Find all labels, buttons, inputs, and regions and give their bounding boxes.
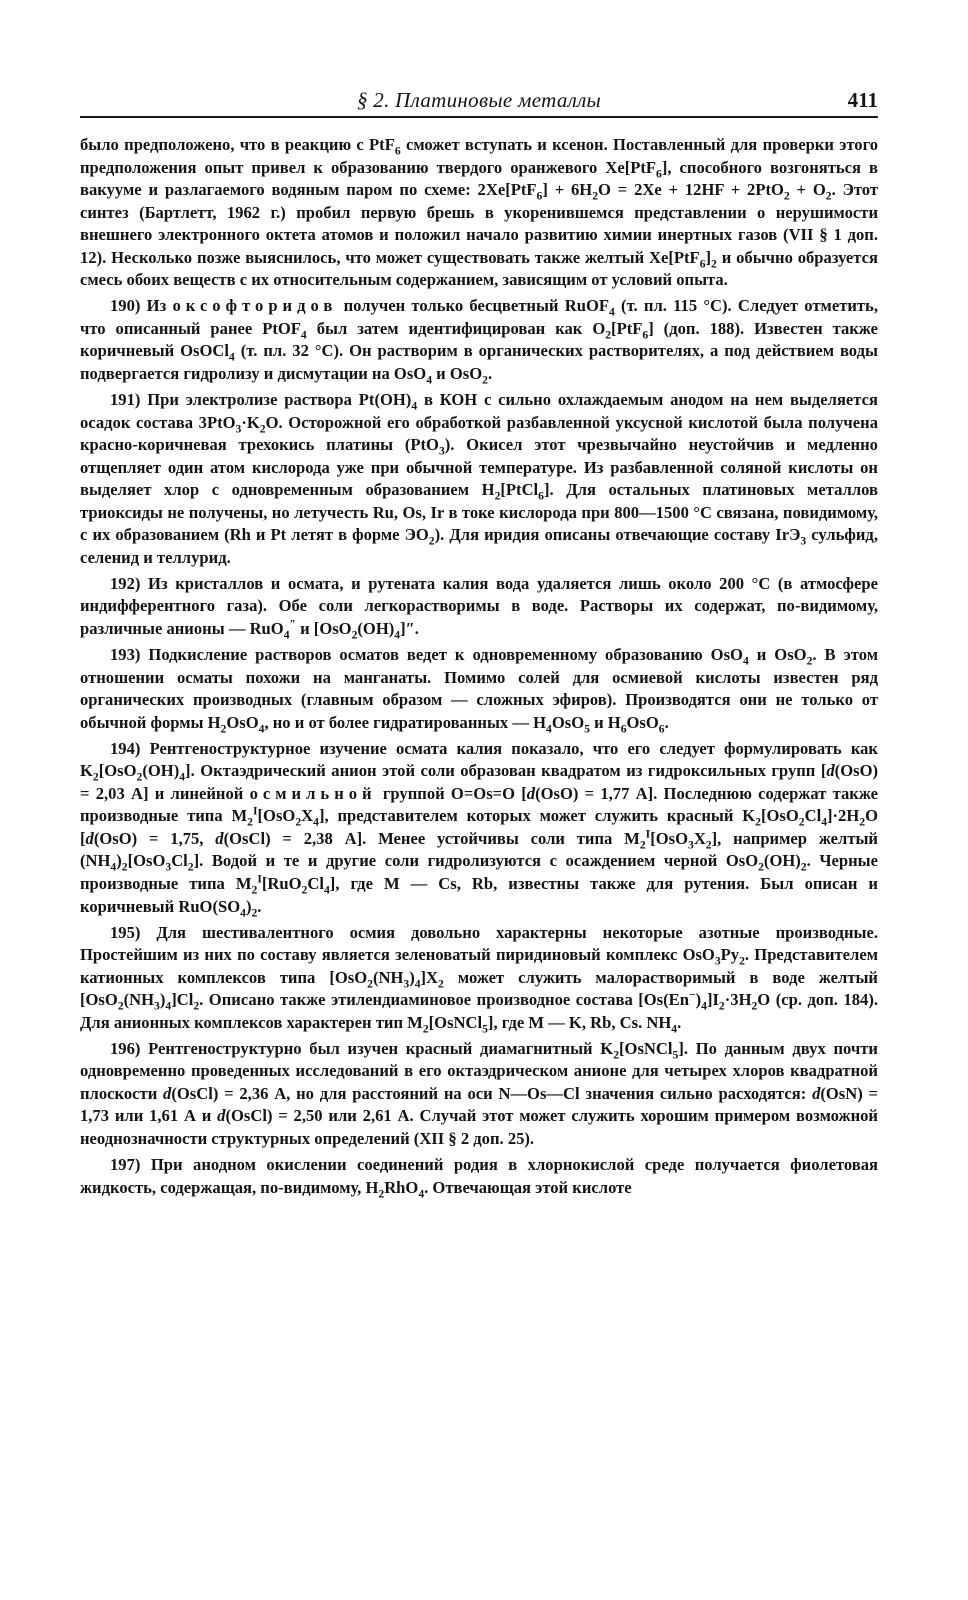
paragraph-194 [80, 738, 878, 918]
running-title: § 2. Платиновые металлы [356, 88, 602, 112]
paragraph-number: 191) [110, 390, 141, 410]
paragraph-text: При электролизе раствора $Pt(OH)_4$ в КОН с сильно охлаждаемым анодом на нем выделяется осадок состава $3PtO_3\cdot K_2O$. Осторожной его обработкой разбавленной уксусной кислотой была получена красно-коричневая трехокись платины (PtO$_3$). Окисел этот чрезвычайно неустойчив и медленно отщепляет один атом кислорода уже при обычной температуре. Из разбавленной соляной кислоты он выделяет хлор с одновременным образованием $H_2[PtCl_6]$. Для остальных платиновых металлов триоксиды не получены, но летучесть Ru, Os, Ir в токе кислорода при 800—1500 °С связана, повидимому, с их образованием (Rh и Pt летят в форме $ЭO_2$). Для иридия описаны отвечающие составу IrЭ$_3$ сульфид, селенид и теллурид. [80, 390, 878, 567]
paragraph-196 [80, 1038, 878, 1151]
paragraph-text: Рентгеноструктурно был изучен красный диамагнитный $K_2[OsNCl_5]$. По данным двух почти одновременно проведенных исследований в его октаэдрическом анионе для четырех хлоров квадратной плоскости d(OsCl) = 2,36 А, но для расстояний на оси N—Os—Cl значения сильно расходятся: d(OsN) = 1,73 или 1,61 А и d(OsCl) = 2,50 или 2,61 А. Случай этот может служить хорошим примером возможной неоднозначности структурных определений (XII § 2 доп. 25). [80, 1038, 878, 1149]
paragraph-191 [80, 389, 878, 569]
paragraph-text: Рентгеноструктурное изучение осмата калия показало, что его следует формулировать как $K_2[OsO_2(OH)_4]$. Октаэдрический анион этой соли образован квадратом из гидроксильных групп [d(OsO) = 2,03 А] и линейной осмильной группой O=Os=O [d(OsO) = 1,77 А]. Последнюю содержат также производные типа $M_2^I[OsO_2X_4]$, представителем которых может служить красный $K_2[OsO_2Cl_4]\cdot 2H_2O$ [d(OsO) = 1,75, d(OsCl) = 2,38 А]. Менее устойчивы соли типа $M_2^I[OsO_3X_2]$, например желтый $(NH_4)_2[OsO_3Cl_2]$. Водой и те и другие соли гидролизуются с осаждением черной $OsO_2(OH)_2$. Черные производные типа $M_2^I[RuO_2Cl_4]$, где M — Cs, Rb, известны также для рутения. Был описан и коричневый $RuO(SO_4)_2$. [80, 738, 878, 919]
paragraph-192 [80, 573, 878, 641]
book-page [80, 86, 878, 1203]
paragraph-text: Из кристаллов и осмата, и рутената калия вода удаляется лишь около 200 °С (в атмосфере индифферентного газа). Обе соли легкорастворимы в воде. Растворы их содержат, по-видимому, различные анионы — RuO$_4$″ и $[OsO_2(OH)_4]''$. [80, 573, 878, 642]
paragraph-number: 196) [110, 1038, 141, 1058]
paragraph-number: 194) [110, 738, 141, 758]
paragraph-number: 192) [110, 573, 141, 593]
paragraph-text: При анодном окислении соединений родия в хлорнокислой среде получается фиолетовая жидкость, содержащая, по-видимому, $H_2RhO_4$. Отвечающая этой кислоте [80, 1155, 878, 1200]
paragraph-193 [80, 644, 878, 734]
paragraph-continued [80, 134, 878, 292]
page-number: 411 [847, 88, 878, 112]
page-body [80, 134, 878, 1199]
paragraph-197 [80, 1154, 878, 1199]
paragraph-number: 193) [110, 645, 141, 665]
paragraph-195 [80, 922, 878, 1035]
paragraph-text: было предположено, что в реакцию с PtF$_6$ сможет вступать и ксенон. Поставленный для проверки этого предположения опыт привел к образованию твердого оранжевого Xe[PtF$_6$], способного возгоняться в вакууме и разлагаемого водяным паром по схеме: $2Xe[PtF_6] + 6H_2O = 2Xe + 12HF + 2PtO_2 + O_2$. Этот синтез (Бартлетт, 1962 г.) пробил первую брешь в укоренившемся представлении о нерушимости внешнего электронного октета атомов и положил начало развитию химии инертных газов (VII § 1 доп. 12). Несколько позже выяснилось, что может существовать также желтый $Xe[PtF_6]_2$ и обычно образуется смесь обоих веществ с их относительным содержанием, зависящим от условий опыта. [80, 135, 879, 290]
paragraph-text: Из оксофторидов получен только бесцветный RuOF$_4$ (т. пл. 115 °С). Следует отметить, что описанный ранее PtOF$_4$ был затем идентифицирован как $O_2[PtF_6]$ (доп. 188). Известен также коричневый OsOCl$_4$ (т. пл. 32 °С). Он растворим в органических растворителях, а под действием воды подвергается гидролизу и дисмутации на OsO$_4$ и OsO$_2$. [80, 296, 878, 387]
paragraph-number: 197) [110, 1155, 141, 1175]
paragraph-text: Подкисление растворов осматов ведет к одновременному образованию OsO$_4$ и OsO$_2$. В этом отношении осматы похожи на манганаты. Помимо солей для осмиевой кислоты известен ряд органических производных (главным образом — сложных эфиров). Производятся они не только от обычной формы $H_2OsO_4$, но и от более гидратированных — $H_4OsO_5$ и $H_6OsO_6$. [80, 645, 878, 735]
paragraph-190 [80, 295, 878, 385]
paragraph-number: 195) [110, 922, 141, 942]
paragraph-text: Для шестивалентного осмия довольно характерны некоторые азотные производные. Простейшим из них по составу является зеленоватый пиридиновый комплекс $OsO_3Py_2$. Представителем катионных комплексов типа $[OsO_2(NH_3)_4]X_2$ может служить малорастворимый в воде желтый $[OsO_2(NH_3)_4]Cl_2$. Описано также этилендиаминовое производное состава $[Os(En^-)_4]I_2\cdot 3H_2O$ (ср. доп. 184). Для анионных комплексов характерен тип $M_2[OsNCl_5]$, где M — K, Rb, Cs. $NH_4$. [80, 922, 878, 1036]
paragraph-number: 190) [110, 296, 141, 316]
running-header [80, 86, 878, 118]
